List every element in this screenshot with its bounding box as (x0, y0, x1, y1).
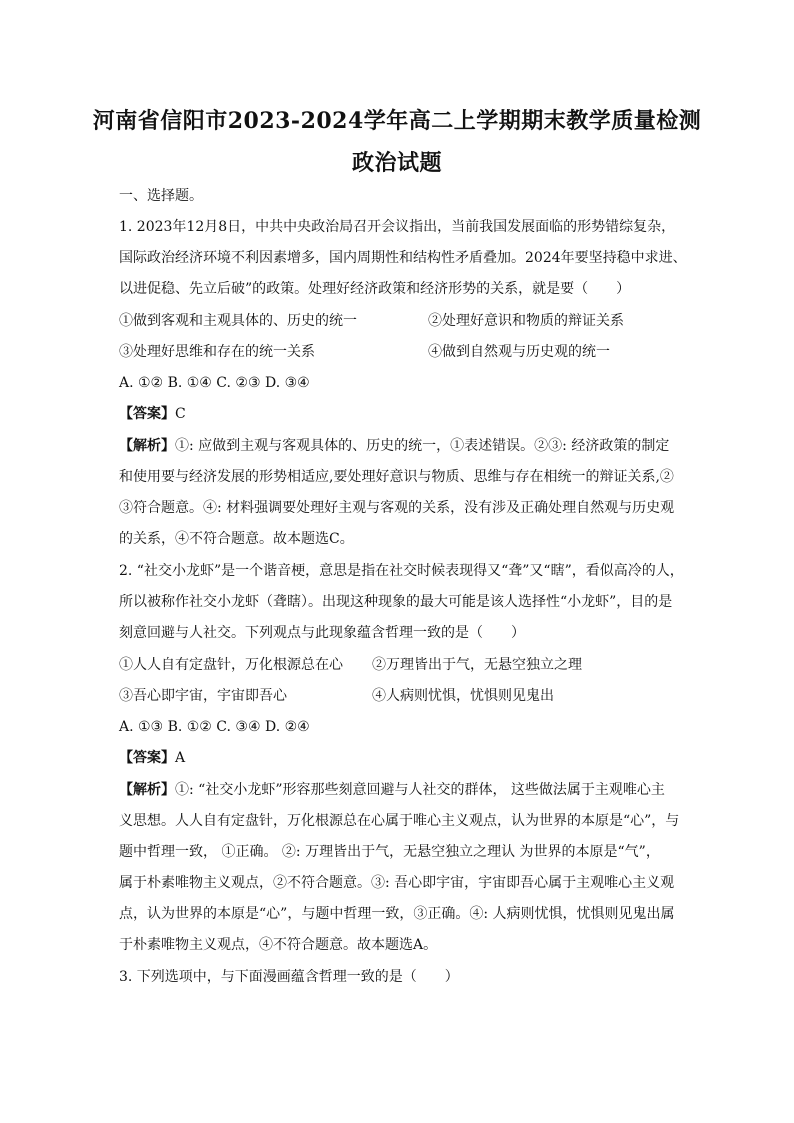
q1-choices: A. ①② B. ①④ C. ②③ D. ③④ (119, 375, 310, 391)
q2-analysis-line-4: 属于朴素唯物主义观点，②不符合题意。③: 吾心即宇宙，宇宙即吾心属于主观唯心主义观 (119, 875, 675, 891)
q2-choices: A. ①③ B. ①② C. ③④ D. ②④ (119, 719, 310, 735)
q2-stem-line-1: 2. “社交小龙虾”是一个谐音梗，意思是指在社交时候表现得又“聋”又“瞎”，看似高冷的人， (119, 563, 684, 579)
q1-analysis-text-1: ①: 应做到主观与客观具体的、历史的统一，①表述错误。②③: 经济政策的制定 (175, 438, 670, 454)
q1-answer (119, 404, 689, 424)
q2-analysis-label: 【解析】 (119, 782, 175, 798)
q1-option-2: ②处理好意识和物质的辩证关系 (428, 313, 624, 329)
document-title: 河南省信阳市2023-2024学年高二上学期期末教学质量检测 (92, 108, 702, 134)
q2-analysis-line-2: 义思想。人人自有定盘针，万化根源总在心属于唯心主义观点，认为世界的本原是“心”，与 (119, 813, 680, 829)
q1-analysis-line-2: 和使用要与经济发展的形势相适应,要处理好意识与物质、思维与存在相统一的辩证关系,② (119, 469, 674, 485)
q3-stem: 3. 下列选项中，与下面漫画蕴含哲理一致的是（ ） (119, 969, 459, 985)
q1-option-1: ①做到客观和主观具体的、历史的统一 (119, 313, 357, 329)
q1-answer-label: 【答案】 (119, 406, 175, 422)
q1-option-3: ③处理好思维和存在的统一关系 (119, 344, 315, 360)
q2-option-4: ④人病则忧惧，忧惧则见鬼出 (372, 688, 554, 704)
q2-option-3: ③吾心即宇宙，宇宙即吾心 (119, 688, 287, 704)
document-subtitle: 政治试题 (351, 150, 442, 176)
q1-stem-line-2: 国际政治经济环境不利因素增多，国内周期性和结构性矛盾叠加。2024年要坚持稳中求进、 (119, 250, 687, 266)
q1-analysis-line-3: ③符合题意。④: 材料强调要处理好主观与客观的关系，没有涉及正确处理自然观与历史观 (119, 500, 675, 516)
q2-analysis-line-6: 于朴素唯物主义观点，④不符合题意。故本题选A。 (119, 937, 438, 953)
q2-answer-label: 【答案】 (119, 750, 175, 766)
q2-answer-value: A (175, 750, 186, 766)
q1-option-4: ④做到自然观与历史观的统一 (428, 344, 610, 360)
q2-option-1: ①人人自有定盘针，万化根源总在心 (119, 657, 343, 673)
q1-analysis-line-4: 的关系，④不符合题意。故本题选C。 (119, 531, 354, 547)
q1-analysis-line-1 (119, 436, 689, 456)
q1-stem-line-3: 以进促稳、先立后破”的政策。处理好经济政策和经济形势的关系，就是要（ ） (119, 281, 631, 297)
section-heading: 一、选择题。 (119, 188, 203, 204)
q2-analysis-line-5: 点，认为世界的本原是“心”，与题中哲理一致，③正确。④: 人病则忧惧，忧惧则见鬼出属 (119, 906, 675, 922)
q1-analysis-label: 【解析】 (119, 438, 175, 454)
q2-analysis-text-1: ①: “社交小龙虾”形容那些刻意回避与人社交的群体， 这些做法属于主观唯心主 (175, 782, 665, 798)
q1-stem-line-1: 1. 2023年12月8日，中共中央政治局召开会议指出，当前我国发展面临的形势错综复杂， (119, 219, 676, 235)
q2-option-2: ②万理皆出于气，无悬空独立之理 (372, 657, 582, 673)
q2-answer (119, 748, 689, 768)
q2-analysis-line-3: 题中哲理一致， ①正确。 ②: 万理皆出于气，无悬空独立之理认 为世界的本原是“气”， (119, 844, 660, 860)
q1-answer-value: C (175, 406, 186, 422)
q2-stem-line-2: 所以被称作社交小龙虾（聋瞎）。出现这种现象的最大可能是该人选择性“小龙虾”，目的是 (119, 594, 673, 610)
q2-stem-line-3: 刻意回避与人社交。下列观点与此现象蕴含哲理一致的是（ ） (119, 625, 525, 641)
q2-analysis-line-1 (119, 780, 689, 800)
